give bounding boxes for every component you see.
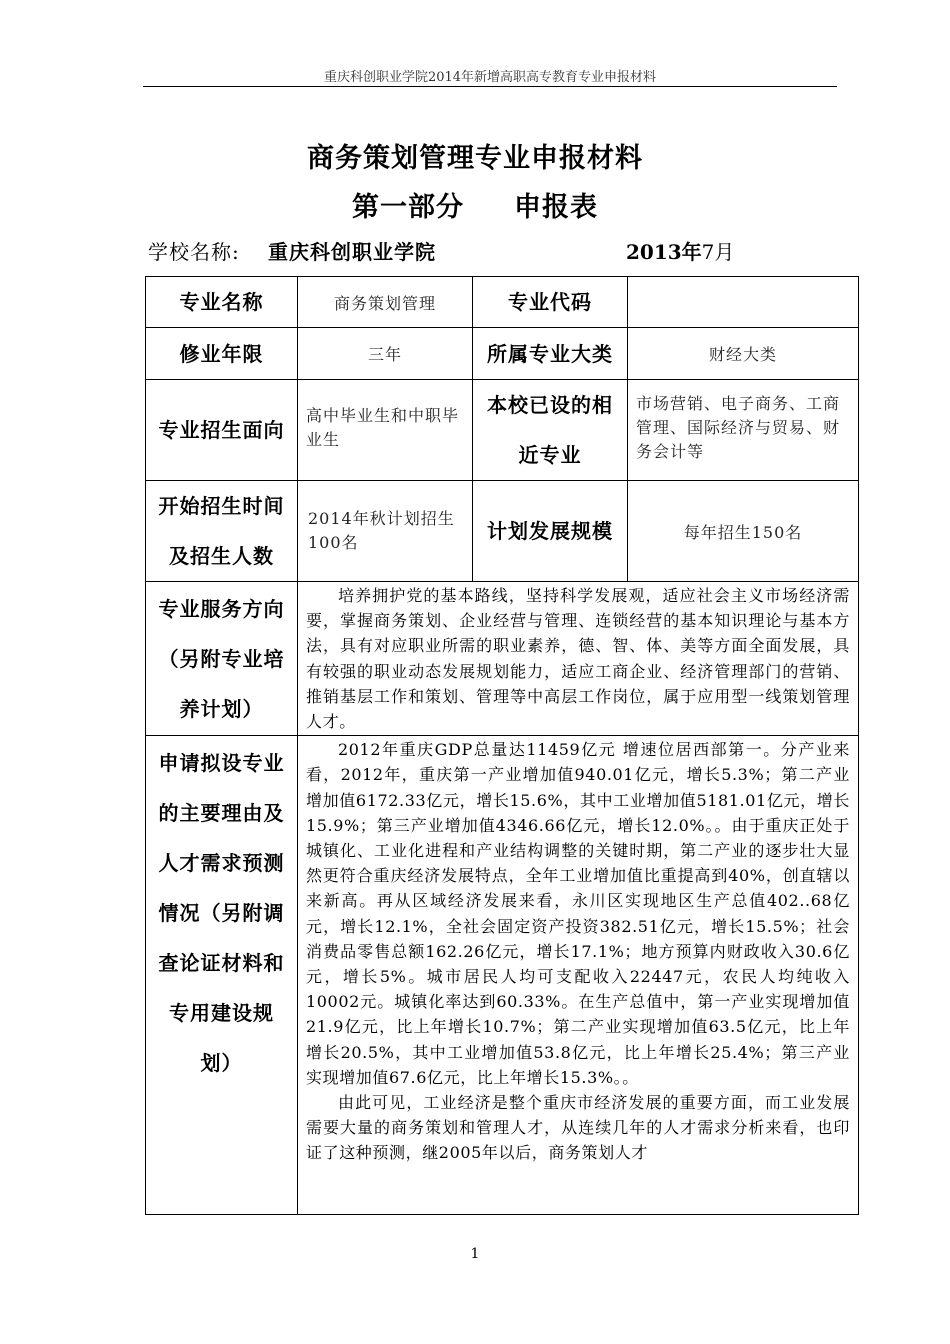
header-rule	[143, 86, 837, 87]
table-row	[146, 736, 859, 1215]
table-row	[146, 380, 859, 481]
major-name-label: 专业名称	[146, 277, 298, 328]
page-number: 1	[470, 1246, 480, 1262]
table-row	[146, 582, 859, 736]
major-code-label: 专业代码	[473, 277, 628, 328]
section-name: 申报表	[514, 192, 598, 223]
document-title: 商务策划管理专业申报材料	[307, 143, 643, 174]
development-scale-label: 计划发展规模	[473, 481, 628, 582]
service-direction-paragraph: 培养拥护党的基本路线，坚持科学发展观，适应社会主义市场经济需要，掌握商务策划、企业经营与管理、连锁经营的基本知识理论与基本方法，具有对应职业所需的职业素养，德、智、体、美等方面全面发展，具有较强的职业动态发展规划能力，适应工商企业、经济管理部门的营销、推销基层工作和策划、管理等中高层工作岗位，属于应用型一线策划管理人才。	[306, 586, 850, 732]
rationale-text	[298, 736, 859, 1215]
section-part-label: 第一部分	[352, 192, 464, 223]
study-years-label: 修业年限	[146, 328, 298, 380]
school-row	[148, 236, 848, 266]
major-category-value: 财经大类	[628, 328, 859, 380]
rationale-label: 申请拟设专业的主要理由及人才需求预测情况（另附调查论证材料和专用建设规划）	[146, 736, 298, 1215]
rationale-paragraph-1: 2012年重庆GDP总量达11459亿元 增速位居西部第一。分产业来看，2012年，重庆第一产业增加值940.01亿元，增长5.3%；第二产业增加值6172.33亿元，增长15.6%，其中工业增加值5181.01亿元，增长15.9%；第三产业增加值4346.66亿元，增长12.0%。。由于重庆正处于城镇化、工业化进程和产业结构调整的关键时期，第二产业的逐步壮大显然更符合重庆经济发展特点，全年工业增加值比重提高到40%，创直辖以来新高。再从区域经济发展来看，永川区实现地区生产总值402..68亿元，增长12.1%，全社会固定资产投资382.51亿元，增长15.5%；社会消费品零售总额162.26亿元，增长17.1%；地方预算内财政收入30.6亿元，增长5%。城市居民人均可支配收入22447元，农民人均纯收入10002元。城镇化率达到60.33%。在生产总值中，第一产业实现增加值21.9亿元，比上年增长10.7%；第二产业实现增加值63.5亿元，比上年增长20.5%，其中工业增加值53.8亿元，比上年增长25.4%；第三产业实现增加值67.6亿元，比上年增长15.3%。。	[306, 740, 850, 1087]
table-row	[146, 328, 859, 380]
service-direction-text	[298, 582, 859, 736]
application-form-table	[145, 276, 859, 1215]
page-header: 重庆科创职业学院2014年新增高职高专教育专业申报材料	[323, 70, 657, 85]
rationale-content	[306, 737, 850, 1213]
table-row	[146, 277, 859, 328]
section-title	[0, 185, 950, 224]
report-month: 7月	[701, 240, 735, 264]
major-category-label: 所属专业大类	[473, 328, 628, 380]
enrollment-target-label: 专业招生面向	[146, 380, 298, 481]
report-year: 2013年	[626, 240, 702, 264]
school-label: 学校名称:	[148, 240, 240, 264]
table-row	[146, 481, 859, 582]
rationale-paragraph-2: 由此可见，工业经济是整个重庆市经济发展的重要方面，而工业发展需要大量的商务策划和管理人才，从连续几年的人才需求分析来看，也印证了这种预测，继2005年以后，商务策划人才	[306, 1093, 850, 1163]
school-name: 重庆科创职业学院	[268, 240, 436, 264]
study-years-value: 三年	[298, 328, 473, 380]
related-majors-value: 市场营销、电子商务、工商管理、国际经济与贸易、财务会计等	[628, 380, 859, 481]
major-code-value	[628, 277, 859, 328]
start-enrollment-label: 开始招生时间及招生人数	[146, 481, 298, 582]
report-date	[626, 236, 734, 265]
development-scale-value: 每年招生150名	[628, 481, 859, 582]
related-majors-label: 本校已设的相近专业	[473, 380, 628, 481]
major-name-value: 商务策划管理	[298, 277, 473, 328]
service-direction-label: 专业服务方向（另附专业培养计划）	[146, 582, 298, 736]
start-enrollment-value: 2014年秋计划招生100名	[298, 481, 473, 582]
enrollment-target-value: 高中毕业生和中职毕业生	[298, 380, 473, 481]
